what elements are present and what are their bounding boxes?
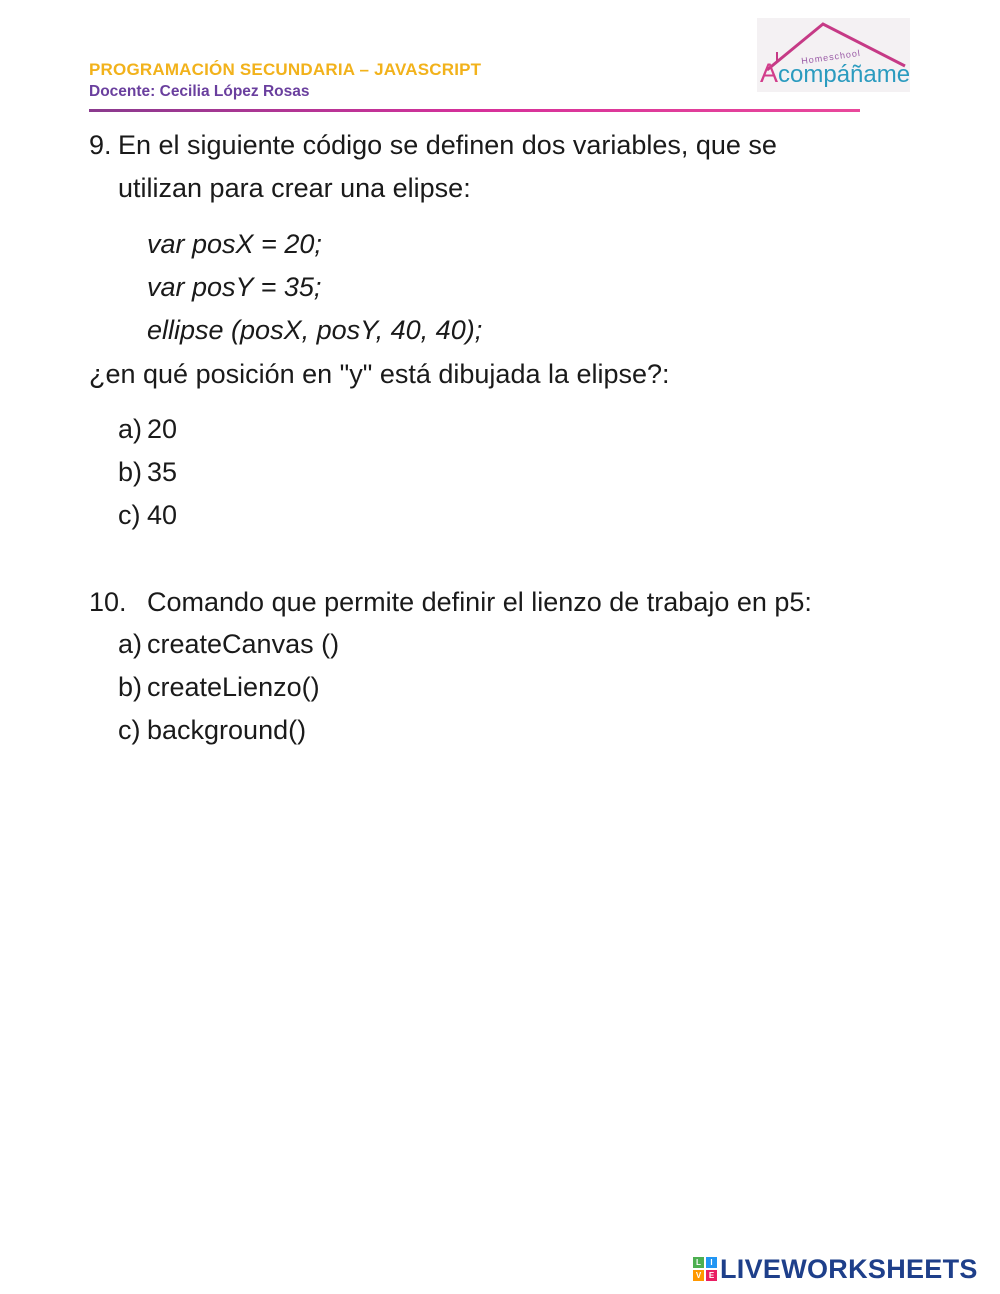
liveworksheets-mark-icon xyxy=(693,1257,717,1281)
acompaname-logo xyxy=(757,18,910,92)
option-text: createLienzo() xyxy=(147,672,320,702)
code-line: ellipse (posX, posY, 40, 40); xyxy=(147,315,483,345)
logo-word-rest: compáñame xyxy=(778,61,911,88)
mark-letter: E xyxy=(706,1270,717,1281)
question-9-text-line-2: utilizan para crear una elipse: xyxy=(118,173,471,203)
option-text: background() xyxy=(147,715,307,745)
option-letter: a) xyxy=(118,629,143,659)
option-letter: c) xyxy=(118,500,141,530)
option-letter: b) xyxy=(118,672,143,702)
teacher-name: Docente: Cecilia López Rosas xyxy=(89,83,310,100)
logo-homeschool-text: Homeschool xyxy=(800,47,862,67)
code-line: var posY = 35; xyxy=(147,272,322,302)
option-text: 35 xyxy=(147,457,178,487)
liveworksheets-logo xyxy=(693,1255,978,1283)
code-line: var posX = 20; xyxy=(147,229,322,259)
question-10-number: 10. xyxy=(89,587,127,617)
mark-letter: V xyxy=(693,1270,704,1281)
logo-wordmark xyxy=(760,58,910,89)
option-text: 40 xyxy=(147,500,178,530)
mark-letter: L xyxy=(693,1257,704,1268)
mark-letter: I xyxy=(706,1257,717,1268)
question-10-text: Comando que permite definir el lienzo de trabajo en p5: xyxy=(147,587,812,617)
option-letter: b) xyxy=(118,457,143,487)
course-title: PROGRAMACIÓN SECUNDARIA – JAVASCRIPT xyxy=(89,60,482,79)
question-9-number: 9. xyxy=(89,130,112,160)
option-letter: a) xyxy=(118,414,143,444)
question-9-prompt: ¿en qué posición en "y" está dibujada la elipse?: xyxy=(89,359,670,389)
liveworksheets-brand: LIVEWORKSHEETS xyxy=(720,1253,978,1284)
option-text: createCanvas () xyxy=(147,629,340,659)
header-divider xyxy=(89,109,860,112)
option-letter: c) xyxy=(118,715,141,745)
question-9-text-line-1: En el siguiente código se definen dos variables, que se xyxy=(118,130,777,160)
option-text: 20 xyxy=(147,414,178,444)
logo-letter-a: A xyxy=(760,58,779,88)
